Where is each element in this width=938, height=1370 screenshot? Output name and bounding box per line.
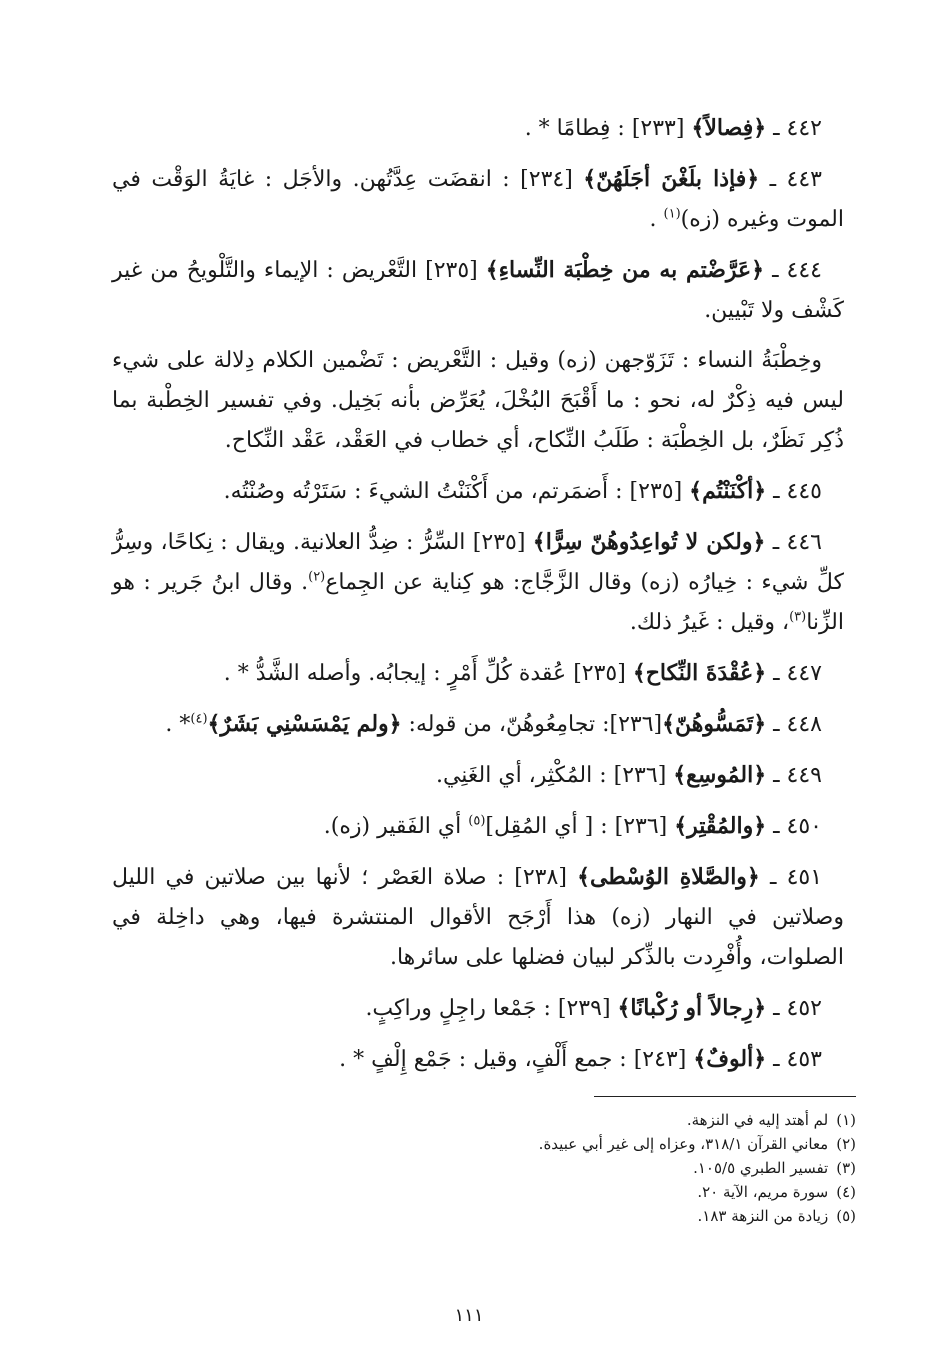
entry-448: ٤٤٨ ـ ﴿تَمَسُّوهُنّ﴾[٢٣٦]: تجامِعُوهُنّ، من قوله: ﴿ولم يَمْسَسْنِي بَشَرٌ﴾$^{(٤)}$* . [165,711,822,737]
entry-446: ٤٤٦ ـ ﴿ولكن لا تُواعِدُوهُنّ سِرًّا﴾ [٢٣٥] السِّرُّ : ضِدُّ العلانية. ويقال : نِكاحًا، وسِرُّ كلِّ شيء : خِيارُه (زه) وقال الزَّجَّاج: هو كِناية عن الجِماع$^{(٢)}$. وقال ابنُ جَرير : هو الزِّنا$^{(٣)}$، وقيل : غَيرُ ذلك. [112,529,844,635]
entry-447: ٤٤٧ ـ ﴿عُقْدَةَ النِّكاح﴾ [٢٣٥] عُقدة كُلِّ أَمْرٍ : إيجابُه. وأصله الشَّدُّ * . [223,660,822,686]
entry-number: ٤٤٨ [786,712,822,737]
quran-term: ﴿عُقْدَةَ النِّكاح﴾ [632,660,767,686]
entry-tail: * . [165,712,191,737]
quran-term: ﴿فإذا بلَغْنَ أجَلَهُنّ﴾ [583,166,760,192]
quran-term: ﴿ولكن لا تُواعِدُوهُنّ سِرًّا﴾ [532,529,766,555]
verse-ref: [٢٣٦] [613,763,667,788]
footnote-item [256,1204,856,1228]
quran-term: ﴿أكْنَنْتُم﴾ [689,478,767,504]
entry-451: ٤٥١ ـ ﴿والصَّلاةِ الوُسْطى﴾ [٢٣٨] : صلاة العَصْر ؛ لأنها بين صلاتين في الليل وصلاتين في النهار (زه) هذا أَرْجَح الأقوال المنتشرة فيها، وهي داخِلة في الصلوات، وأُفْرِدت بالذِّكر لبيان فضلها على سائرها. [112,864,844,970]
entry-text: . وقال ابنُ جَرير : هو الزِّنا [112,570,844,635]
entry-text: : المُكْثِر، أي الغَنِي. [435,763,614,788]
verse-ref: [٢٣٤] [520,167,573,192]
footnote-marker: (٢) [308,569,326,585]
verse-ref: [٢٤٣] [633,1047,687,1072]
paragraph-khitba: وخِطْبَةُ النساء : تَزَوّجهن (زه) وقيل : التَّعْريض : تَضْمين الكلام دِلالة على شيء ليس فيه ذِكْرٌ له، نحو : ما أَقْبَحَ البُخْلَ، يُعَرِّض بأنه بَخِيل. وفي تفسير الخِطْبة بما ذُكِر نَظَرٌ، بل الخِطْبَة : طَلَبُ النِّكاح، أي خطاب في العَقْد، عَقْد النِّكاح. [112,348,844,453]
verse-ref: [٢٣٨] [514,865,567,890]
footnote-text: لم أهتد إليه في النزهة. [686,1111,829,1129]
quran-term: ﴿عَرَّضْتم به من خِطْبَة النِّساءِ﴾ [485,257,765,283]
entry-450: ٤٥٠ ـ ﴿والمُقْتِر﴾ [٢٣٦] : [ أي المُقِل]$^{(٥)}$ أي الفَقير (زه). [323,813,822,839]
entry-text: السِّرُّ : ضِدُّ العلانية. ويقال : نِكاحًا، وسِرُّ كلِّ شيء : خِيارُه (زه) وقال الزَّجَّاج: هو كِناية عن الجِماع [112,530,844,595]
footnote-marker: (٥) [468,813,486,829]
footnote-number: (٤) [836,1183,856,1201]
footnote-number: (٣) [836,1159,856,1177]
verse-ref: [٢٣٦] [609,712,663,737]
entry-444: ٤٤٤ ـ ﴿عَرَّضْتم به من خِطْبَة النِّساءِ﴾ [٢٣٥] التَّعْريض : الإيماء والتَّلْويحُ من غير كَشْف ولا تَبْيين. [112,257,844,323]
entry-number: ٤٤٦ [786,530,822,555]
quran-term: ﴿تَمَسُّوهُنّ﴾ [662,711,767,737]
footnote-marker: (٤) [190,711,208,727]
verse-ref: [٢٣٣] [631,116,685,141]
quran-term: ﴿رِجالاً أو رُكْبانًا﴾ [617,995,767,1021]
quran-term: ﴿والمُقْتِر﴾ [674,813,767,839]
footnote-text: سورة مريم، الآية ٢٠. [697,1183,829,1201]
quran-term: ﴿ألوفٌ﴾ [693,1046,767,1072]
footnote-item [256,1180,856,1204]
entry-442: ٤٤٢ ـ ﴿فِصالاً﴾ [٢٣٣] : فِطامًا * . [524,115,822,141]
footnote-text: زيادة من النزهة ١٨٣. [697,1207,829,1225]
quran-term: ﴿ولم يَمْسَسْنِي بَشَرٌ﴾ [207,711,402,737]
entry-449: ٤٤٩ ـ ﴿المُوسِع﴾ [٢٣٦] : المُكْثِر، أي الغَنِي. [435,762,822,788]
quran-term: ﴿والصَّلاةِ الوُسْطى﴾ [577,864,760,890]
verse-ref: [٢٣٥] [425,258,478,283]
entry-text: : [ أي المُقِل] [485,814,615,839]
footnote-marker: (٣) [789,609,807,625]
entry-number: ٤٤٣ [786,167,822,192]
footnote-text: تفسير الطبري ١٠٥/٥. [693,1159,829,1177]
entry-443: ٤٤٣ ـ ﴿فإذا بلَغْنَ أجَلَهُنّ﴾ [٢٣٤] : انقضَت عِدَّتُهن. والأجَل : غايَةُ الوَقْت في الموت وغيره (زه)$^{(١)}$ . [112,166,844,232]
entry-tail: . [649,207,664,232]
footnote-item [256,1108,856,1132]
footnote-item [256,1132,856,1156]
entry-text: : انقضَت عِدَّتُهن. والأجَل : غايَةُ الوَقْت في الموت وغيره (زه) [112,167,844,232]
entry-text: : جمع أَلْفٍ، وقيل : جَمْع إِلْفٍ * . [339,1047,634,1072]
entry-number: ٤٤٥ [786,479,822,504]
quran-term: ﴿المُوسِع﴾ [673,762,767,788]
entry-text: : صلاة العَصْر ؛ لأنها بين صلاتين في الليل وصلاتين في النهار (زه) هذا أَرْجَح الأقوال المنتشرة فيها، وهي داخِلة في الصلوات، وأُفْرِدت بالذِّكر لبيان فضلها على سائرها. [112,865,844,970]
page-body [112,108,844,1090]
footnote-number: (٥) [836,1207,856,1225]
entry-text: : أَضمَرتم، من أَكْنَنْتُ الشيءَ : سَتَرْتُه وصُنْتُه. [223,479,630,504]
verse-ref: [٢٣٦] [614,814,668,839]
entry-text: التَّعْريض : الإيماء والتَّلْويحُ من غير كَشْف ولا تَبْيين. [112,258,844,323]
verse-ref: [٢٣٥] [573,661,626,686]
verse-ref: [٢٣٥] [472,530,526,555]
verse-ref: [٢٣٥] [629,479,683,504]
entry-452: ٤٥٢ ـ ﴿رِجالاً أو رُكْبانًا﴾ [٢٣٩] : جَمْعا راجِلٍ وراكِبٍ. [365,995,822,1021]
footnote-number: (١) [836,1111,856,1129]
footnote-text: معاني القرآن ٣١٨/١، وعزاه إلى غير أبي عبيدة. [538,1135,829,1153]
entry-tail: أي الفَقير (زه). [323,814,469,839]
page-number: ١١١ [454,1305,484,1326]
footnote-marker: (١) [663,206,681,222]
entry-text: : فِطامًا * . [524,116,632,141]
footnote-number: (٢) [836,1135,856,1153]
entry-number: ٤٥٣ [786,1047,822,1072]
entry-number: ٤٤٧ [786,661,822,686]
entry-445: ٤٤٥ ـ ﴿أكْنَنْتُم﴾ [٢٣٥] : أَضمَرتم، من أَكْنَنْتُ الشيءَ : سَتَرْتُه وصُنْتُه. [223,478,822,504]
entry-number: ٤٤٢ [786,116,822,141]
quran-term: ﴿فِصالاً﴾ [691,115,767,141]
entry-453: ٤٥٣ ـ ﴿ألوفٌ﴾ [٢٤٣] : جمع أَلْفٍ، وقيل : جَمْع إِلْفٍ * . [339,1046,822,1072]
verse-ref: [٢٣٩] [557,996,611,1021]
footnote-item [256,1156,856,1180]
entry-text: عُقدة كُلِّ أَمْرٍ : إيجابُه. وأصله الشَّدُّ * . [223,661,574,686]
entry-number: ٤٤٩ [786,763,822,788]
entry-number: ٤٥٢ [786,996,822,1021]
entry-text: ، وقيل : غَيرُ ذلك. [629,610,790,635]
footnote-divider [594,1096,856,1097]
entry-number: ٤٤٤ [786,258,822,283]
entry-number: ٤٥٠ [786,814,822,839]
entry-text: : جَمْعا راجِلٍ وراكِبٍ. [365,996,558,1021]
entry-number: ٤٥١ [786,865,823,890]
footnotes [256,1108,856,1228]
entry-text: : تجامِعُوهُنّ، من قوله: [401,712,610,737]
